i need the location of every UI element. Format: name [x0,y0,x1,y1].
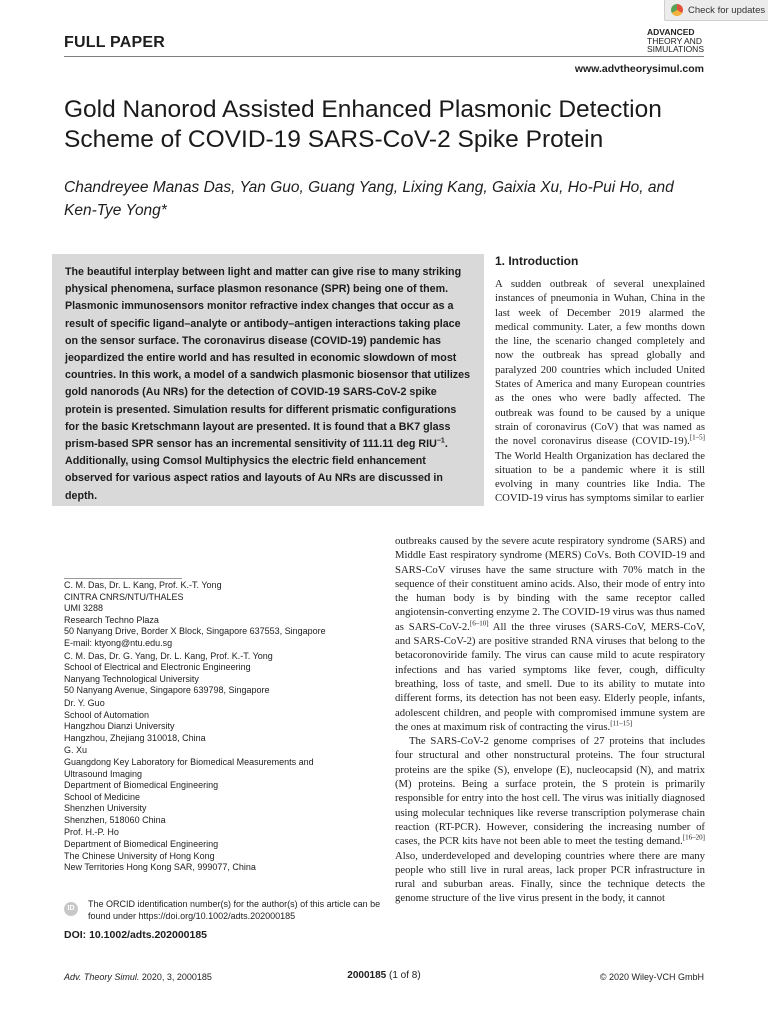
journal-logo-line-3: SIMULATIONS [647,44,704,54]
affiliation-line: CINTRA CNRS/NTU/THALES [64,591,184,602]
affiliation-line: Hangzhou, Zhejiang 310018, China [64,732,206,743]
affiliation-line: Prof. H.-P. Ho [64,827,119,838]
orcid-text[interactable]: The ORCID identification number(s) for the author(s) of this article can be found under https://doi.org/10.1002/adts.202000185 [88,899,381,921]
journal-url-link[interactable]: www.advtheorysimul.com [574,63,704,75]
affiliation-group [64,827,394,873]
abstract-box [52,254,484,506]
affiliation-line: G. Xu [64,745,88,756]
affiliation-line: School of Automation [64,709,150,720]
intro-body [395,534,705,906]
article-title: Gold Nanorod Assisted Enhanced Plasmonic Detection Scheme of COVID-19 SARS-CoV-2 Spike Protein [64,96,662,153]
affiliations [64,580,394,875]
check-for-updates-label: Check for updates [688,4,766,16]
check-for-updates-button[interactable] [664,0,768,21]
journal-logo [647,28,704,54]
affiliation-line: Department of Biomedical Engineering [64,839,219,850]
affiliation-line: Nanyang Technological University [64,673,199,684]
citation-link[interactable]: [11–15] [610,719,633,728]
section-label: FULL PAPER [64,34,165,51]
affiliation-group [64,580,394,650]
crossmark-icon [671,4,683,16]
affiliation-line: School of Electrical and Electronic Engineering [64,662,251,673]
doi-link[interactable]: DOI: 10.1002/adts.202000185 [64,929,208,941]
affiliation-line: C. M. Das, Dr. G. Yang, Dr. L. Kang, Prof. K.-T. Yong [64,650,273,661]
footer-page-number: 2000185 (1 of 8) [347,970,421,981]
affiliation-line: Ultrasound Imaging [64,768,143,779]
orcid-note [64,899,384,922]
affiliation-line: 50 Nanyang Avenue, Singapore 639798, Singapore [64,685,270,696]
affiliation-line: Research Techno Plaza [64,614,159,625]
orcid-icon: ID [64,902,78,916]
abstract-text-end: . Additionally, using Comsol Multiphysics the electric field enhancement observed for various aspect ratios and layouts of Au NRs are discussed in depth. [65,438,448,502]
affiliation-group [64,651,394,697]
citation-link[interactable]: [1–5] [689,433,705,442]
affiliation-line: Hangzhou Dianzi University [64,721,175,732]
affiliation-line: Guangdong Key Laboratory for Biomedical Measurements and [64,756,314,767]
affiliation-divider [64,578,182,579]
intro-paragraph-1: A sudden outbreak of several unexplained instances of pneumonia in Wuhan, China in the last week of December 2019 alarmed the medical community. Later, a few months down the line, the scenario changed completely and now the outbreak has spread globally and paralyzed 200 countries which included United States of America and many European countries as the ones who were badly affected. The outbreak was found to be caused by a unique strain of coronavirus (CoV) that was named as the novel coronavirus disease (COVID-19).[1–5] The World Health Organization has declared the situation to be a pandemic where it is still evolving in many countries like India. The COVID-19 virus has symptoms similar to earlier [495,278,705,505]
author-list: Chandreyee Manas Das, Yan Guo, Guang Yang, Lixing Kang, Gaixia Xu, Ho-Pui Ho, and Ken-Tye Yong* [64,179,674,219]
intro-paragraph-1-cont: outbreaks caused by the severe acute respiratory syndrome (SARS) and Middle East respiratory syndrome (MERS) CoVs. Both COVID-19 and SARS-CoV viruses have the same structure with 70% match in the sequence of their constituent amino acids. Also, their mode of entry into the human body is by binding with the same receptor called angiotensin-converting enzyme 2. The COVID-19 virus was thus named as SARS-CoV-2.[6–10] All the three viruses (SARS-CoV, MERS-CoV, and SARS-CoV-2) are positive stranded RNA viruses that belong to the betacoronoviride family. The virus can cause mild to acute respiratory infections and has varied symptoms like fever, cough, difficulty breathing, loss of taste, and smell. Due to its ability to mutate into different forms, its detection has not been easy. Elderly people, infants, adolescent children, and people with compromised immune system are the ones at maximum risk of contracting the virus.[11–15] [395,535,705,733]
affiliation-line: Department of Biomedical Engineering [64,780,219,791]
footer-citation: Adv. Theory Simul. 2020, 3, 2000185 [64,972,212,982]
affiliation-line: C. M. Das, Dr. L. Kang, Prof. K.-T. Yong [64,580,222,590]
affiliation-line: Dr. Y. Guo [64,697,105,708]
affiliation-group [64,745,394,826]
affiliation-line: 50 Nanyang Drive, Border X Block, Singapore 637553, Singapore [64,626,326,637]
affiliation-group [64,698,394,744]
abstract-text: The beautiful interplay between light and matter can give rise to many striking physical phenomena, surface plasmon resonance (SPR) being one of them. Plasmonic immunosensors monitor refractive index changes that occur as a result of specific ligand–analyte or antibody–antigen interactions taking place on the sensor surface. The coronavirus disease (COVID-19) pandemic has jeopardized the entire world and has resulted in economic slowdown of most countries. In this work, a model of a sandwich plasmonic biosensor that utilizes gold nanorods (Au NRs) for the detection of COVID-19 SARS-CoV-2 spike protein is presented. Simulation results for different prismatic configurations for the basic Kretschmann layout are presented. It is found that a BK7 glass prism-based SPR sensor has an incremental sensitivity of 111.11 deg RIU [65,266,471,451]
intro-paragraph-2: The SARS-CoV-2 genome comprises of 27 proteins that includes four structural and other nonstructural proteins. The four structural proteins are the spike (S), envelope (E), nucleocapsid (N), and matrix (M) proteins. Being a surface protein, the S protein is primarily responsible for entry into the host cell. The virus was initially diagnosed using molecular techniques like reverse transcription polymerase chain reaction (RT-PCR). However, considering the increasing number of cases, the PCR kits have not been able to meet the testing demand.[16–20] Also, underdeveloped and developing countries where there are many people who still live in rural areas, lack proper PCR infrastructure in rural and suburban areas. Finally, since the technique detects the genome structure of the live virus present in the body, it cannot [395,735,705,905]
affiliation-line: The Chinese University of Hong Kong [64,850,215,861]
header-divider [64,56,704,57]
citation-link[interactable]: [16–20] [682,833,705,842]
affiliation-line: UMI 3288 [64,603,104,614]
footer-copyright: © 2020 Wiley-VCH GmbH [599,972,704,982]
journal-logo-line-2: THEORY AND [647,35,702,46]
abstract-superscript: −1 [436,437,445,445]
affiliation-line: Shenzhen University [64,803,147,814]
email-link[interactable]: E-mail: ktyong@ntu.edu.sg [64,637,173,648]
affiliation-line: School of Medicine [64,791,141,802]
citation-link[interactable]: [6–10] [469,619,489,628]
journal-logo-line-1: ADVANCED [647,27,695,37]
affiliation-line: Shenzhen, 518060 China [64,814,166,825]
affiliation-line: New Territories Hong Kong SAR, 999077, China [64,862,256,873]
section-heading-introduction: 1. Introduction [495,254,579,268]
